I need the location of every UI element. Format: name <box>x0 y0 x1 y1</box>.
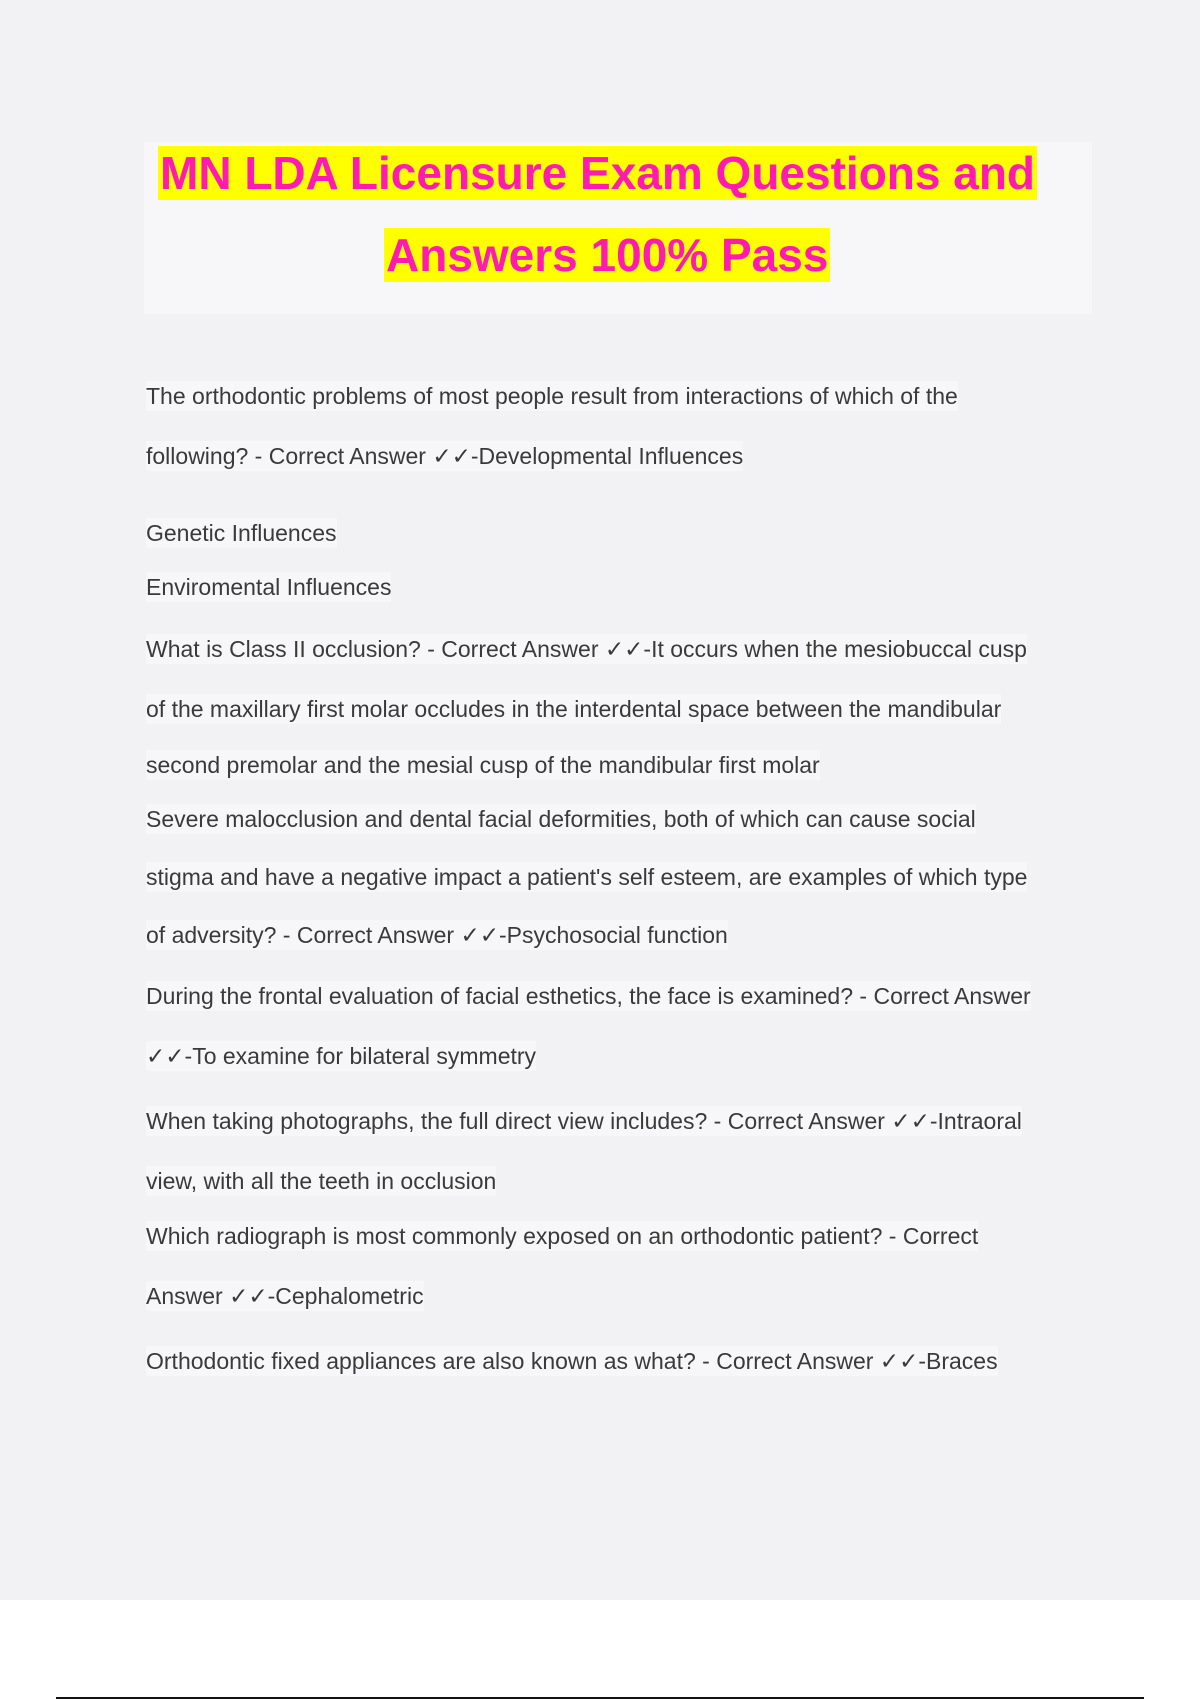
text-line: During the frontal evaluation of facial esthetics, the face is examined? - Correct Answer <box>146 983 1031 1009</box>
text-line: The orthodontic problems of most people result from interactions of which of the <box>146 383 958 409</box>
text-line: Severe malocclusion and dental facial deformities, both of which can cause social <box>146 806 976 832</box>
text-line: Enviromental Influences <box>146 574 392 600</box>
text-line: When taking photographs, the full direct view includes? - Correct Answer ✓✓-Intraoral <box>146 1108 1022 1134</box>
text-line: of the maxillary first molar occludes in the interdental space between the mandibular <box>146 696 1002 722</box>
text-line: second premolar and the mesial cusp of the mandibular first molar <box>146 752 820 778</box>
document-title-line-2: Answers 100% Pass <box>386 229 829 281</box>
text-line: ✓✓-To examine for bilateral symmetry <box>146 1043 537 1069</box>
document-title-line-1: MN LDA Licensure Exam Questions and <box>160 147 1036 199</box>
text-line: view, with all the teeth in occlusion <box>146 1168 497 1194</box>
text-line: Orthodontic fixed appliances are also known as what? - Correct Answer ✓✓-Braces <box>146 1348 998 1374</box>
footer-rule <box>56 1697 1144 1699</box>
text-line: Answer ✓✓-Cephalometric <box>146 1283 424 1309</box>
title-block <box>144 142 1092 314</box>
text-line: following? - Correct Answer ✓✓-Developmental Influences <box>146 443 744 469</box>
text-line: stigma and have a negative impact a patient's self esteem, are examples of which type <box>146 864 1028 890</box>
text-line: Which radiograph is most commonly exposed on an orthodontic patient? - Correct <box>146 1223 979 1249</box>
text-line: of adversity? - Correct Answer ✓✓-Psychosocial function <box>146 922 728 948</box>
text-line: Genetic Influences <box>146 520 337 546</box>
text-line: What is Class II occlusion? - Correct Answer ✓✓-It occurs when the mesiobuccal cusp <box>146 636 1027 662</box>
